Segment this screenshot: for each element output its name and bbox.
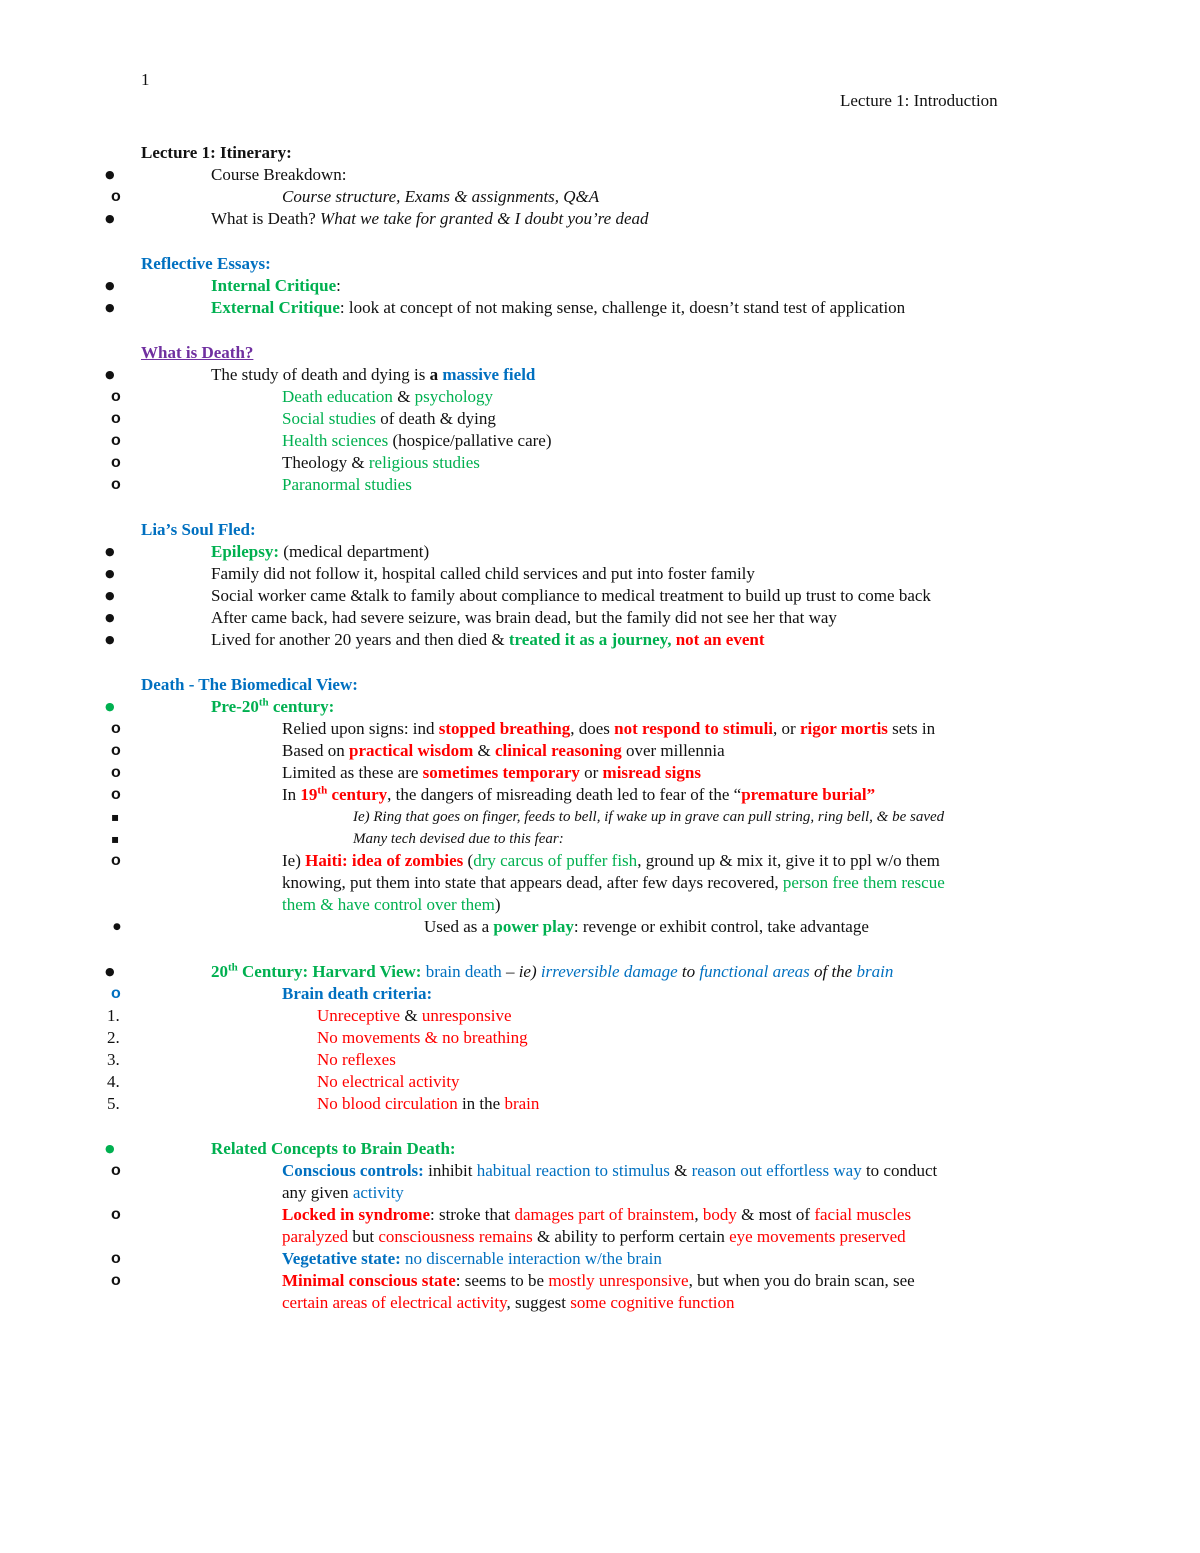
list-item-continued: certain areas of electrical activity, suggest some cognitive function (282, 1293, 735, 1312)
list-item: ▪ Ie) Ring that goes on finger, feeds to bell, if wake up in grave can pull string, ring bell, & be saved (141, 806, 1071, 828)
list-item: o Course structure, Exams & assignments, Q&A (141, 186, 1071, 208)
criteria-item: 3. No reflexes (141, 1049, 1071, 1071)
list-item: ● Pre-20th century: (141, 696, 1071, 718)
what-is-death-heading: What is Death? (141, 343, 254, 362)
list-item: ● External Critique: look at concept of not making sense, challenge it, doesn’t stand test of application (141, 297, 1071, 319)
list-item: o Social studies of death & dying (141, 408, 1071, 430)
list-item: ● Family did not follow it, hospital called child services and put into foster family (141, 563, 1071, 585)
list-item-continued: paralyzed but consciousness remains & ability to perform certain eye movements preserved (282, 1227, 906, 1246)
criteria-item: 2. No movements & no breathing (141, 1027, 1071, 1049)
list-item: ● The study of death and dying is a massive field (141, 364, 1071, 386)
list-item: o Vegetative state: no discernable interaction w/the brain (141, 1248, 1071, 1270)
list-item-continued: any given activity (282, 1183, 404, 1202)
list-item: o Conscious controls: inhibit habitual reaction to stimulus & reason out effortless way to conduct (141, 1160, 1071, 1182)
list-item: ● After came back, had severe seizure, was brain dead, but the family did not see her that way (141, 607, 1071, 629)
list-item: ● Lived for another 20 years and then died & treated it as a journey, not an event (141, 629, 1071, 651)
criteria-item: 5. No blood circulation in the brain (141, 1093, 1071, 1115)
list-item: o Brain death criteria: (141, 983, 1071, 1005)
reflective-heading: Reflective Essays: (141, 254, 271, 273)
page-number: 1 (141, 70, 150, 89)
list-item: ● Course Breakdown: (141, 164, 1071, 186)
page-header: Lecture 1: Introduction (840, 91, 998, 110)
list-item: o Health sciences (hospice/pallative care) (141, 430, 1071, 452)
list-item: o Death education & psychology (141, 386, 1071, 408)
list-item: o Based on practical wisdom & clinical reasoning over millennia (141, 740, 1071, 762)
list-item: ● Social worker came &talk to family about compliance to medical treatment to build up trust to come back (141, 585, 1071, 607)
criteria-list (141, 1005, 1071, 1115)
lia-heading: Lia’s Soul Fled: (141, 520, 256, 539)
list-item: o Relied upon signs: ind stopped breathing, does not respond to stimuli, or rigor mortis sets in (141, 718, 1071, 740)
document-body (141, 142, 1071, 1314)
list-item: o Theology & religious studies (141, 452, 1071, 474)
list-item: o In 19th century, the dangers of misreading death led to fear of the “premature burial” (141, 784, 1071, 806)
list-item-continued: knowing, put them into state that appears dead, after few days recovered, person free them rescue (282, 873, 945, 892)
list-item: o Limited as these are sometimes temporary or misread signs (141, 762, 1071, 784)
criteria-item: 1. Unreceptive & unresponsive (141, 1005, 1071, 1027)
list-item: ● Used as a power play: revenge or exhibit control, take advantage (141, 916, 1071, 938)
biomedical-heading: Death - The Biomedical View: (141, 675, 358, 694)
list-item: o Ie) Haiti: idea of zombies (dry carcus of puffer fish, ground up & mix it, give it to ppl w/o them (141, 850, 1071, 872)
list-item: o Paranormal studies (141, 474, 1071, 496)
list-item: ● 20th Century: Harvard View: brain death – ie) irreversible damage to functional areas of the brain (141, 961, 1071, 983)
list-item: ● Related Concepts to Brain Death: (141, 1138, 1071, 1160)
list-item: o Minimal conscious state: seems to be mostly unresponsive, but when you do brain scan, see (141, 1270, 1071, 1292)
list-item: ▪ Many tech devised due to this fear: (141, 828, 1071, 850)
list-item: o Locked in syndrome: stroke that damages part of brainstem, body & most of facial muscles (141, 1204, 1071, 1226)
list-item-continued: them & have control over them) (282, 895, 501, 914)
itinerary-heading: Lecture 1: Itinerary: (141, 143, 292, 162)
list-item: ● What is Death? What we take for granted & I doubt you’re dead (141, 208, 1071, 230)
list-item: ● Internal Critique: (141, 275, 1071, 297)
criteria-item: 4. No electrical activity (141, 1071, 1071, 1093)
list-item: ● Epilepsy: (medical department) (141, 541, 1071, 563)
